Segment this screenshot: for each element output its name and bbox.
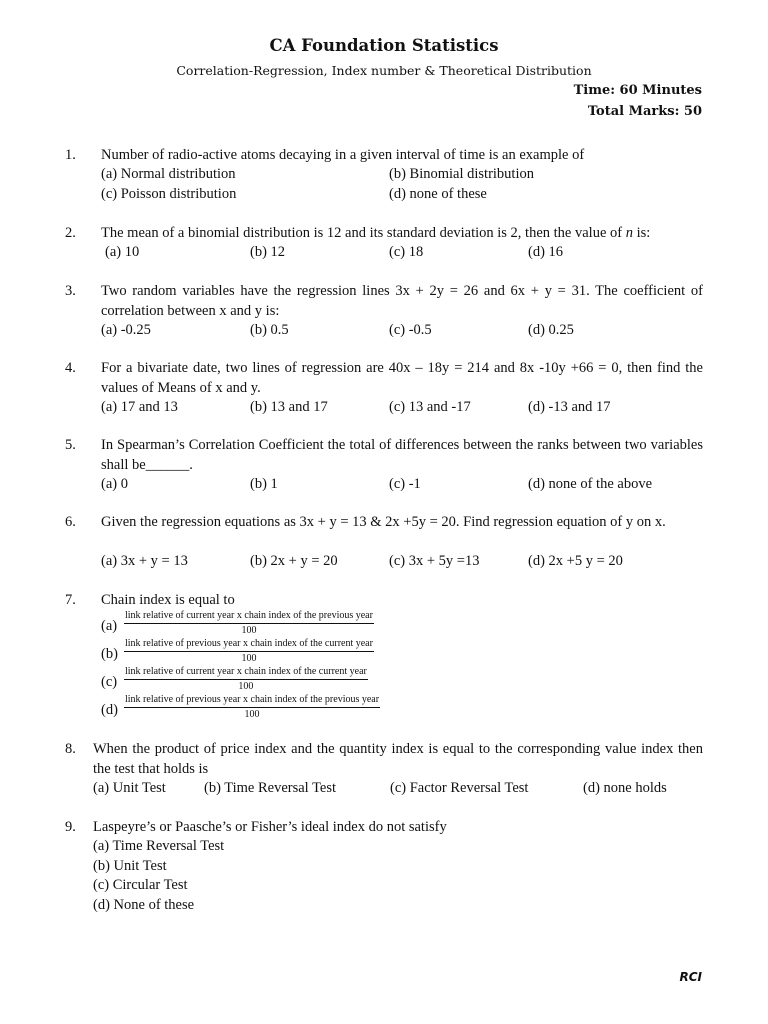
fraction-numerator: link relative of previous year x chain index of the previous year (124, 694, 380, 708)
question-number: 1. (65, 147, 76, 163)
question-text: In Spearman’s Correlation Coefficient the total of differences between the ranks between two variables shall be______. (101, 437, 703, 473)
option-d: (d) none of the above (528, 476, 653, 492)
option-d-label: (d) None of these (93, 897, 195, 913)
question-number: 3. (65, 283, 76, 299)
question-text: For a bivariate date, two lines of regression are 40x – 18y = 214 and 8x -10y +66 = 0, then find the values of Means of x and y. (101, 360, 703, 396)
question-number: 4. (65, 360, 76, 376)
option-d: (d) 0.25 (528, 322, 574, 338)
option-c: (c) 13 and -17 (389, 399, 471, 415)
question-text: Chain index is equal to (101, 592, 235, 608)
fraction-numerator: link relative of current year x chain index of the previous year (124, 610, 374, 624)
option-a: (a) Normal distribution (101, 166, 236, 182)
option-a: (a) 17 and 13 (101, 399, 178, 415)
time-limit: Time: 60 Minutes (573, 83, 702, 98)
option-d: (d) none holds (583, 780, 667, 796)
fraction-numerator: link relative of current year x chain index of the current year (124, 666, 368, 680)
option-d: (d) 2x +5 y = 20 (528, 553, 623, 569)
options-row (101, 185, 721, 205)
option-c: (c) -1 (389, 476, 421, 492)
variable-n: n (625, 225, 633, 241)
option-label: (c) (101, 674, 118, 690)
option-b: (b) 0.5 (250, 322, 289, 338)
page-title: CA Foundation Statistics (269, 36, 499, 55)
question-number: 8. (65, 741, 76, 757)
question-number: 2. (65, 225, 76, 241)
question-number: 6. (65, 514, 76, 530)
option-c: (c) Factor Reversal Test (390, 780, 529, 796)
fraction-numerator: link relative of previous year x chain index of the current year (124, 638, 374, 652)
question-text-part: is: (632, 225, 651, 241)
question-text: Given the regression equations as 3x + y = 13 & 2x +5y = 20. Find regression equation of y on x. (101, 514, 666, 530)
options-row (101, 475, 721, 495)
option-c (93, 876, 713, 896)
option-b: (b) 2x + y = 20 (250, 553, 338, 569)
option-a: (a) 10 (105, 244, 140, 260)
question-text: When the product of price index and the quantity index is equal to the corresponding value index then the test that holds is (93, 741, 703, 777)
page-subtitle: Correlation-Regression, Index number & Theoretical Distribution (176, 63, 592, 78)
total-marks: Total Marks: 50 (587, 104, 702, 119)
fraction-denominator: 100 (238, 681, 254, 692)
fraction (124, 666, 368, 693)
option-c: (c) Poisson distribution (101, 186, 237, 202)
options-row (101, 398, 721, 418)
option-c: (c) 18 (389, 244, 424, 260)
option-b: (b) 1 (250, 476, 278, 492)
option-b: (b) Binomial distribution (389, 166, 534, 182)
option-c-label: (c) Circular Test (93, 877, 188, 893)
fraction-denominator: 100 (241, 625, 257, 636)
question-number: 5. (65, 437, 76, 453)
fraction (124, 638, 374, 665)
options-row (93, 779, 713, 799)
option-a: (a) 3x + y = 13 (101, 553, 188, 569)
option-a-label: (a) Time Reversal Test (93, 838, 225, 854)
question-number: 9. (65, 819, 76, 835)
question-text: Two random variables have the regression lines 3x + 2y = 26 and 6x + y = 31. The coefficient of correlation between x and y is: (101, 283, 703, 319)
fraction (124, 610, 374, 637)
option-a (93, 837, 713, 857)
option-b (93, 857, 713, 877)
options-row (101, 552, 721, 572)
question-text (101, 224, 703, 244)
option-d: (d) none of these (389, 186, 487, 202)
fraction-denominator: 100 (241, 653, 257, 664)
option-label: (b) (101, 646, 118, 662)
option-label: (d) (101, 702, 118, 718)
question-number: 7. (65, 592, 76, 608)
option-b: (b) 13 and 17 (250, 399, 328, 415)
option-b: (b) 12 (250, 244, 286, 260)
question-text: Number of radio-active atoms decaying in a given interval of time is an example of (101, 147, 585, 163)
option-b: (b) Time Reversal Test (204, 780, 337, 796)
option-a: (a) 0 (101, 476, 128, 492)
option-label: (a) (101, 618, 118, 634)
option-a: (a) -0.25 (101, 322, 151, 338)
question-text: Laspeyre’s or Paasche’s or Fisher’s ideal index do not satisfy (93, 819, 447, 835)
options-row (101, 321, 721, 341)
option-c: (c) -0.5 (389, 322, 432, 338)
option-d (93, 896, 713, 916)
option-b-label: (b) Unit Test (93, 858, 167, 874)
fraction (124, 694, 380, 721)
options-row (101, 243, 721, 263)
options-row (101, 165, 721, 185)
option-d: (d) -13 and 17 (528, 399, 611, 415)
fraction-denominator: 100 (244, 709, 260, 720)
option-c: (c) 3x + 5y =13 (389, 553, 480, 569)
footer-logo-text: RCI (679, 970, 702, 984)
option-d: (d) 16 (528, 244, 564, 260)
question-text-part: The mean of a binomial distribution is 12 and its standard deviation is 2, then the value of (101, 225, 626, 241)
option-a: (a) Unit Test (93, 780, 166, 796)
